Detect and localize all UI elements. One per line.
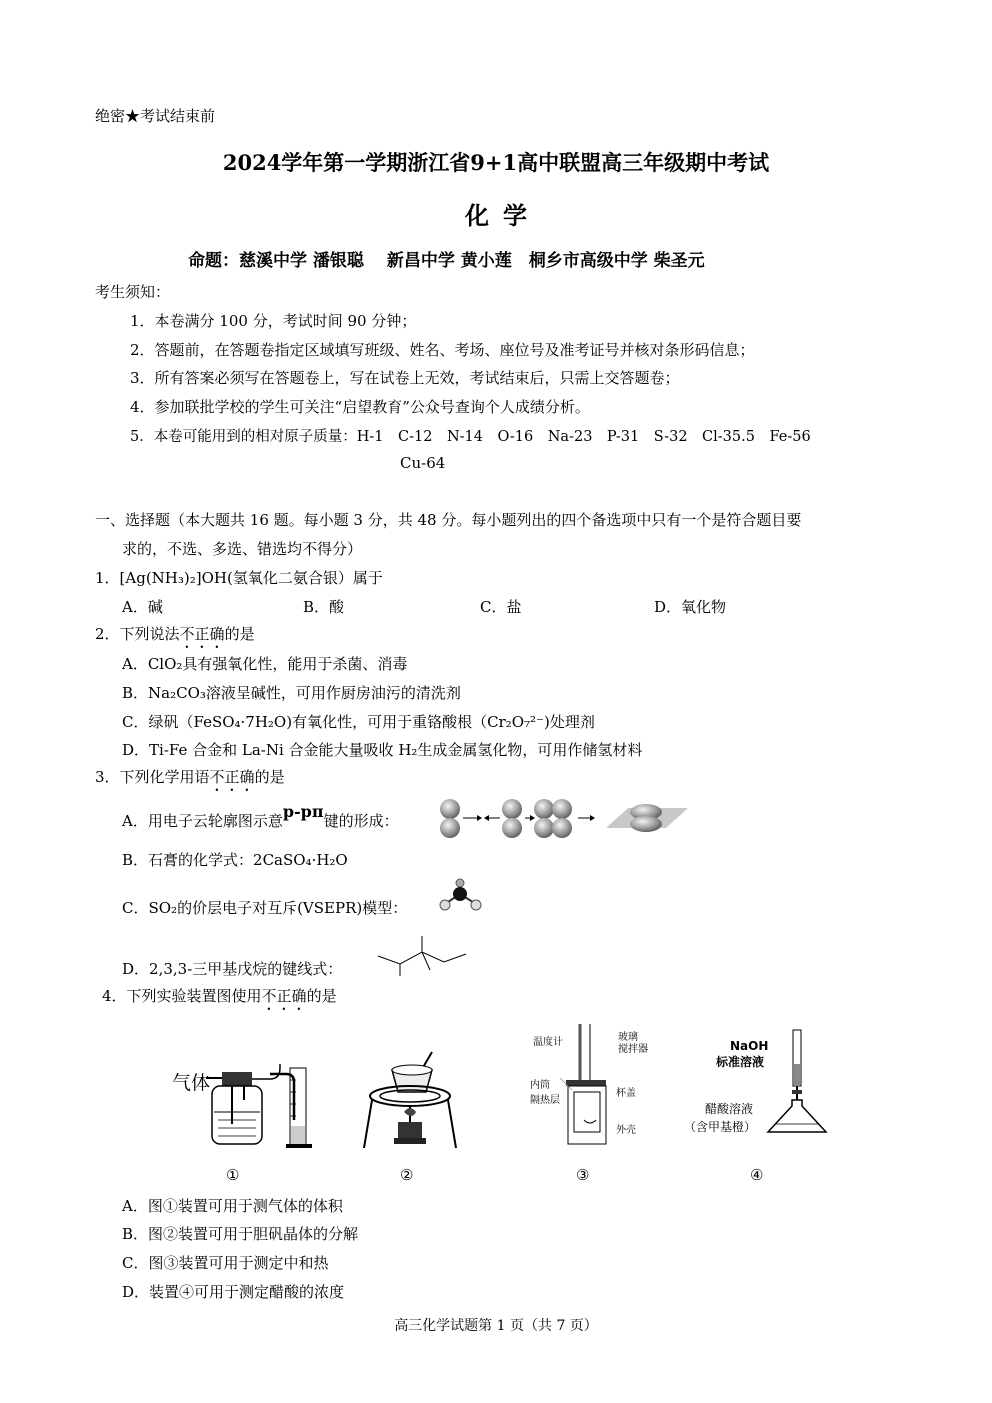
q1-stem: 1．[Ag(NH₃)₂]OH(氢氧化二氨合银）属于 xyxy=(95,569,383,587)
fig3-caption: ③ xyxy=(576,1166,590,1184)
fig3-label-glass: 玻璃 xyxy=(618,1032,638,1043)
section-heading-line2: 求的，不选、多选、错选均不得分） xyxy=(122,540,363,558)
fig4-label-standard: 标准溶液 xyxy=(716,1055,765,1069)
q1-option-d: D．氧化物 xyxy=(654,598,727,616)
secret-label: 绝密★考试结束前 xyxy=(95,107,216,125)
q1-option-a: A．碱 xyxy=(122,598,163,616)
vsepr-model-figure xyxy=(436,878,486,914)
authors-line: 命题：慈溪中学 潘银聪 新昌中学 黄小莲 桐乡市高级中学 柴圣元 xyxy=(188,251,705,271)
notice-heading: 考生须知： xyxy=(95,283,171,301)
q2-option-d: D．Ti-Fe 合金和 La-Ni 合金能大量吸收 H₂生成金属氢化物，可用作储氢材料 xyxy=(122,741,643,759)
skeletal-formula-figure xyxy=(370,930,470,978)
fig3-label-inner: 内筒 xyxy=(530,1080,550,1091)
q2-option-c: C．绿矾（FeSO₄·7H₂O)有氧化性，可用于重铬酸根（Cr₂O₇²⁻)处理剂 xyxy=(122,713,595,731)
fig3-label-stirrer: 搅拌器 xyxy=(618,1044,648,1055)
q4-stem-post: 的是 xyxy=(306,987,337,1005)
fig4-caption: ④ xyxy=(750,1166,764,1184)
q3-option-b: B．石膏的化学式：2CaSO₄·H₂O xyxy=(122,851,348,869)
q2-stem xyxy=(95,623,255,652)
fig3-apparatus xyxy=(560,1022,616,1150)
q2-option-a: A．ClO₂具有强氧化性，能用于杀菌、消毒 xyxy=(122,655,408,673)
fig4-apparatus xyxy=(770,1028,840,1140)
fig3-label-insulation: 隔热层 xyxy=(530,1095,560,1106)
section-heading-line1: 一、选择题（本大题共 16 题。每小题 3 分，共 48 分。每小题列出的四个备选项中只有一个是符合题目要 xyxy=(95,511,802,529)
q3-option-a-pre: A．用电子云轮廓图示意 xyxy=(122,812,283,830)
q2-stem-pre: 2．下列说法 xyxy=(95,625,180,643)
q1-option-b: B．酸 xyxy=(303,598,345,616)
fig2-apparatus xyxy=(360,1048,460,1153)
notice-item-4: 4．参加联批学校的学生可关注“启望教育”公众号查询个人成绩分析。 xyxy=(130,398,590,416)
exam-title: 2024学年第一学期浙江省9+1高中联盟高三年级期中考试 xyxy=(222,150,770,175)
q4-option-b: B．图②装置可用于胆矾晶体的分解 xyxy=(122,1225,359,1243)
q4-stem xyxy=(102,985,337,1014)
notice-item-5-cont: Cu-64 xyxy=(400,454,446,472)
q3-option-a-post: 键的形成： xyxy=(323,812,399,830)
notice-item-3: 3．所有答案必须写在答题卷上，写在试卷上无效，考试结束后，只需上交答题卷； xyxy=(130,369,680,387)
fig4-label-acetic: 醋酸溶液 xyxy=(705,1102,754,1116)
q4-stem-pre: 4．下列实验装置图使用 xyxy=(102,987,262,1005)
subject-title: 化学 xyxy=(465,201,541,230)
fig3-label-shell: 外壳 xyxy=(616,1125,636,1136)
q3-stem xyxy=(95,766,285,795)
q4-option-c: C．图③装置可用于测定中和热 xyxy=(122,1254,329,1272)
q3-stem-post: 的是 xyxy=(254,768,285,786)
q2-option-b: B．Na₂CO₃溶液呈碱性，可用作厨房油污的清洗剂 xyxy=(122,684,461,702)
fig4-label-methyl-orange: （含甲基橙） xyxy=(684,1120,757,1134)
page-footer: 高三化学试题第 1 页（共 7 页） xyxy=(394,1318,598,1334)
q3-stem-emphasis: 不正确 xyxy=(209,768,255,786)
notice-item-5: 5．本卷可能用到的相对原子质量：H-1 C-12 N-14 O-16 Na-23 P-31 S-32 Cl-35.5 Fe-56 xyxy=(130,429,811,445)
q4-option-d: D．装置④可用于测定醋酸的浓度 xyxy=(122,1283,345,1301)
fig3-label-thermometer: 温度计 xyxy=(533,1037,563,1048)
q3-option-c: C．SO₂的价层电子对互斥(VSEPR)模型： xyxy=(122,899,408,917)
q3-option-d: D．2,3,3-三甲基戊烷的键线式： xyxy=(122,960,343,978)
fig1-gas-label: 气体 xyxy=(172,1072,211,1094)
fig1-caption: ① xyxy=(226,1166,240,1184)
q3-option-a xyxy=(122,802,399,831)
q3-option-a-ppbond: p-pπ xyxy=(282,802,324,821)
fig1-apparatus xyxy=(170,1060,330,1150)
fig4-label-naoh: NaOH xyxy=(730,1039,769,1053)
q1-option-c: C．盐 xyxy=(480,598,522,616)
ppi-orbital-figure xyxy=(438,798,693,840)
q3-stem-pre: 3．下列化学用语 xyxy=(95,768,210,786)
notice-item-1: 1．本卷满分 100 分，考试时间 90 分钟； xyxy=(130,312,417,330)
q2-stem-post: 的是 xyxy=(224,625,255,643)
q4-option-a: A．图①装置可用于测气体的体积 xyxy=(122,1197,343,1215)
q2-stem-emphasis: 不正确 xyxy=(179,625,225,643)
q4-stem-emphasis: 不正确 xyxy=(261,987,307,1005)
notice-item-2: 2．答题前，在答题卷指定区域填写班级、姓名、考场、座位号及准考证号并核对条形码信息； xyxy=(130,341,755,359)
fig3-label-lid: 杯盖 xyxy=(616,1088,636,1099)
fig2-caption: ② xyxy=(400,1166,414,1184)
